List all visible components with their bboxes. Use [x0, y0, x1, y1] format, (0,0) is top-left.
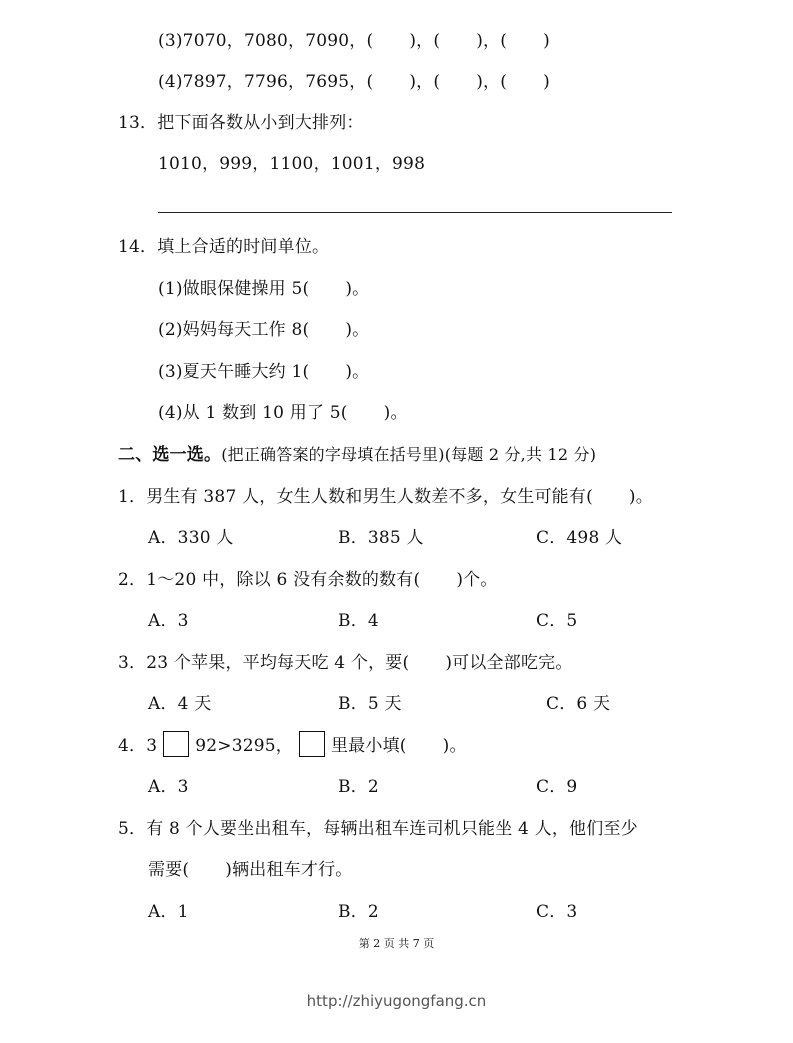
mc1-option-b[interactable]: B．385 人 — [338, 528, 424, 548]
q12-line-4 — [158, 71, 550, 93]
mc3-option-a[interactable]: A．4 天 — [148, 694, 212, 714]
q14-item-2 — [158, 319, 369, 341]
q13-numbers: 1010，999，1100，1001，998 — [158, 154, 426, 174]
mc3-stem: 3．23 个苹果，平均每天吃 4 个，要( — [118, 653, 410, 673]
digit-box — [299, 731, 325, 757]
mc-question-5-line2 — [148, 859, 352, 881]
q14-title: 14．填上合适的时间单位。 — [118, 237, 330, 257]
mc-question-3 — [118, 652, 573, 674]
mc-question-1 — [118, 486, 653, 508]
mc4-stem-mid: 92>3295， — [195, 736, 293, 756]
mc5-option-b[interactable]: B．2 — [338, 902, 379, 922]
mc4-stem-end: )。 — [442, 736, 467, 756]
q13-title: 13．把下面各数从小到大排列： — [118, 113, 364, 133]
page-number: 第 2 页 共 7 页 — [358, 937, 435, 950]
mc-question-5: 5．有 8 个人要坐出租车，每辆出租车连司机只能坐 4 人，他们至少 — [118, 819, 638, 839]
mc1-stem-end: )。 — [628, 487, 653, 507]
mc4-option-c[interactable]: C．9 — [536, 777, 578, 797]
mc-question-4 — [118, 735, 467, 757]
q14-item-4 — [158, 402, 408, 424]
q14-item-3 — [158, 361, 369, 383]
q14-3-post: )。 — [345, 362, 370, 382]
q14-1-post: )。 — [345, 279, 370, 299]
section-heading — [118, 444, 596, 466]
mc2-stem: 2．1～20 中，除以 6 没有余数的数有( — [118, 570, 421, 590]
digit-box[interactable] — [163, 731, 189, 757]
mc2-option-a[interactable]: A．3 — [148, 611, 189, 631]
section-instruction: (把正确答案的字母填在括号里)(每题 2 分,共 12 分) — [221, 445, 597, 464]
mc1-option-c[interactable]: C．498 人 — [536, 528, 623, 548]
mc2-option-c[interactable]: C．5 — [536, 611, 578, 631]
mc4-option-b[interactable]: B．2 — [338, 777, 379, 797]
section-title: 二、选一选。 — [118, 445, 222, 465]
q14-item-1 — [158, 278, 369, 300]
mc1-option-a[interactable]: A．330 人 — [148, 528, 234, 548]
q14-2-post: )。 — [345, 320, 370, 340]
mc3-option-c[interactable]: C．6 天 — [546, 694, 611, 714]
q14-1-pre: (1)做眼保健操用 5( — [158, 279, 310, 299]
mc1-stem: 1．男生有 387 人，女生人数和男生人数差不多，女生可能有( — [118, 487, 593, 507]
q12-4-sep1: )，( — [409, 72, 441, 92]
answer-line[interactable] — [158, 212, 672, 213]
q12-3-prefix: (3)7070，7080，7090，( — [158, 31, 374, 51]
mc2-stem-end: )个。 — [456, 570, 498, 590]
mc3-stem-end: )可以全部吃完。 — [445, 653, 573, 673]
q12-4-sep2: )，( — [476, 72, 508, 92]
q14-4-post: )。 — [383, 403, 408, 423]
q12-line-3 — [158, 30, 550, 52]
mc5-stem-2: 需要( — [148, 860, 190, 880]
q14-3-pre: (3)夏天午睡大约 1( — [158, 362, 310, 382]
mc4-stem: 4．3 — [118, 736, 158, 756]
q12-3-sep1: )，( — [409, 31, 441, 51]
q12-4-prefix: (4)7897，7796，7695，( — [158, 72, 374, 92]
mc5-stem-end: )辆出租车才行。 — [225, 860, 353, 880]
mc5-option-a[interactable]: A．1 — [148, 902, 189, 922]
mc3-option-b[interactable]: B．5 天 — [338, 694, 402, 714]
mc5-option-c[interactable]: C．3 — [536, 902, 578, 922]
q12-4-end: ) — [543, 72, 550, 92]
q12-3-end: ) — [543, 31, 550, 51]
mc4-option-a[interactable]: A．3 — [148, 777, 189, 797]
q12-3-sep2: )，( — [476, 31, 508, 51]
mc2-option-b[interactable]: B．4 — [338, 611, 379, 631]
q14-2-pre: (2)妈妈每天工作 8( — [158, 320, 310, 340]
mc-question-2 — [118, 569, 498, 591]
q14-4-pre: (4)从 1 数到 10 用了 5( — [158, 403, 348, 423]
source-url[interactable]: http://zhiyugongfang.cn — [306, 992, 487, 1010]
mc4-stem-tail: 里最小填( — [330, 736, 407, 756]
